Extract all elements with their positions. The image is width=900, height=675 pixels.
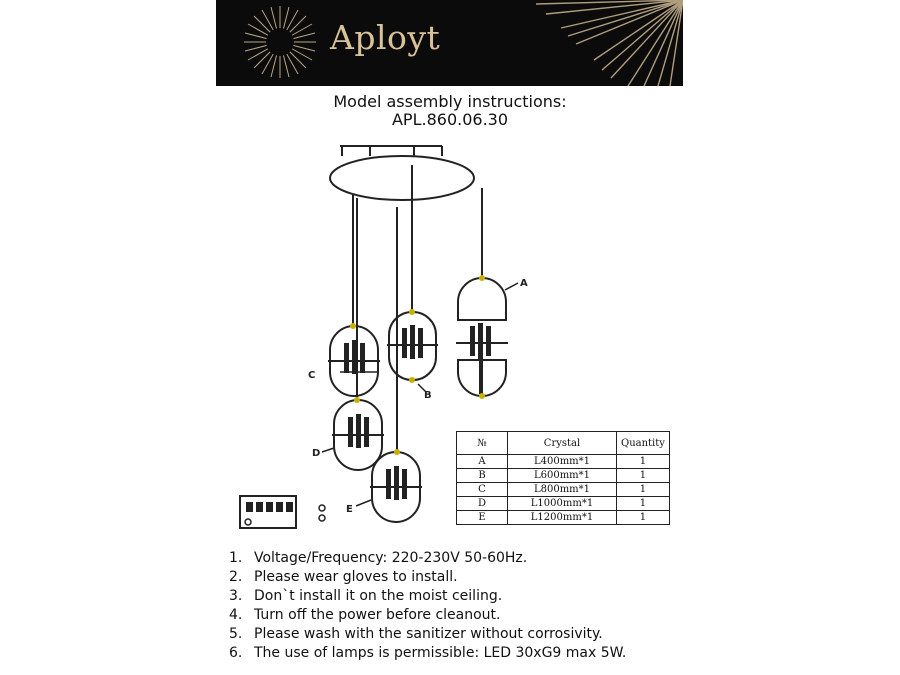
note-number: 5. [229, 626, 243, 642]
diagram-label-d: D [312, 448, 321, 459]
table-cell: C [457, 483, 508, 497]
brand-banner [216, 0, 683, 86]
table-cell: L600mm*1 [508, 469, 617, 483]
column-header-number: № [457, 432, 508, 455]
note-text: Turn off the power before cleanout. [254, 607, 501, 623]
list-item [229, 587, 626, 606]
table-cell: 1 [617, 511, 670, 525]
table-cell: 1 [617, 497, 670, 511]
table-row [457, 511, 670, 525]
list-item [229, 568, 626, 587]
table-cell: 1 [617, 469, 670, 483]
model-number: APL.860.06.30 [391, 110, 509, 129]
table-row [457, 497, 670, 511]
list-item [229, 606, 626, 625]
crystal-spec-table [456, 431, 670, 525]
table-cell: 1 [617, 455, 670, 469]
note-number: 2. [229, 569, 243, 585]
note-number: 4. [229, 607, 243, 623]
list-item [229, 644, 626, 663]
table-cell: 1 [617, 483, 670, 497]
column-header-crystal: Crystal [508, 432, 617, 455]
list-item [229, 625, 626, 644]
table-row [457, 483, 670, 497]
table-cell: A [457, 455, 508, 469]
table-cell: B [457, 469, 508, 483]
table-cell: L800mm*1 [508, 483, 617, 497]
table-cell: L1000mm*1 [508, 497, 617, 511]
table-cell: D [457, 497, 508, 511]
table-cell: L1200mm*1 [508, 511, 617, 525]
table-cell: E [457, 511, 508, 525]
table-row [457, 455, 670, 469]
note-number: 6. [229, 645, 243, 661]
column-header-quantity: Quantity [617, 432, 670, 455]
table-header-row [457, 432, 670, 455]
note-text: Please wash with the sanitizer without corrosivity. [254, 626, 603, 642]
ceiling-canopy [330, 156, 474, 200]
note-number: 1. [229, 550, 243, 566]
table-cell: L400mm*1 [508, 455, 617, 469]
list-item [229, 549, 626, 568]
note-text: Please wear gloves to install. [254, 569, 458, 585]
sunburst-graphic [216, 0, 683, 86]
note-number: 3. [229, 588, 243, 604]
note-text: The use of lamps is permissible: LED 30xG9 max 5W. [254, 645, 627, 661]
diagram-label-e: E [346, 504, 353, 515]
brand-logo: Aployt [330, 18, 441, 57]
pendant-a-top [458, 278, 506, 320]
page-title: Model assembly instructions: [333, 92, 567, 111]
diagram-label-b: B [424, 390, 432, 401]
diagram-label-c: C [308, 370, 316, 381]
table-row [457, 469, 670, 483]
note-text: Don`t install it on the moist ceiling. [254, 588, 503, 604]
instruction-notes [229, 549, 626, 663]
diagram-label-a: A [520, 278, 528, 289]
note-text: Voltage/Frequency: 220-230V 50-60Hz. [254, 550, 528, 566]
